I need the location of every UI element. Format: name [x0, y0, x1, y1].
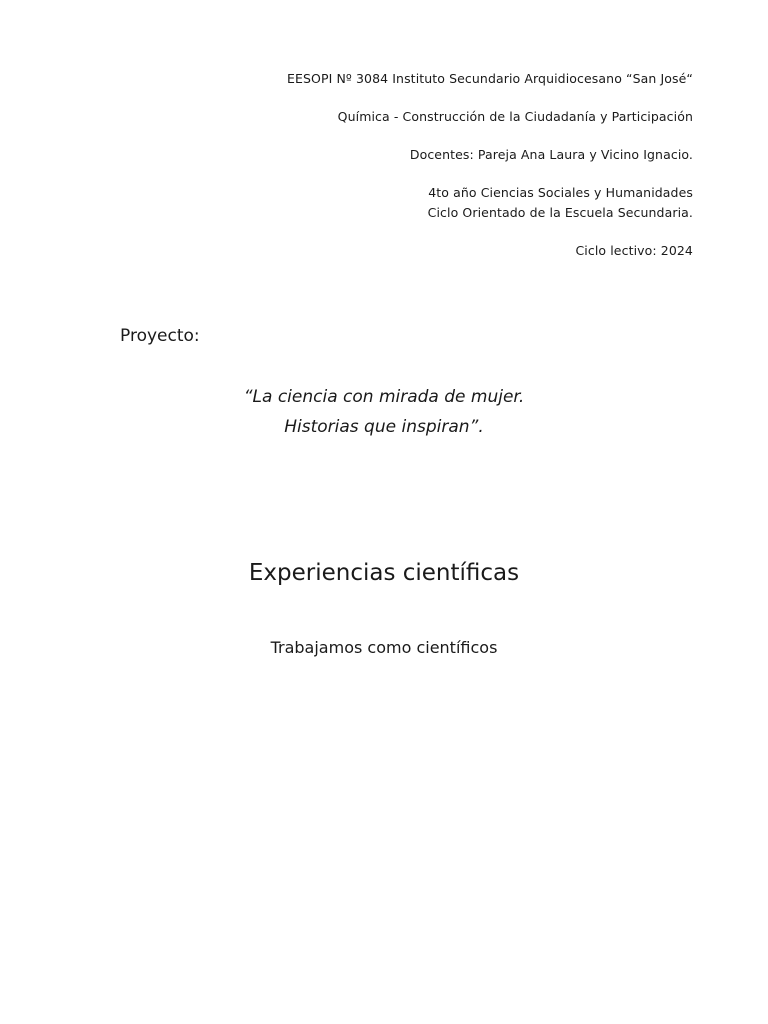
page-title: Experiencias científicas [248, 560, 520, 586]
project-label: Proyecto: [120, 326, 200, 346]
school-name: EESOPI Nº 3084 Instituto Secundario Arquidiocesano “San José“ [287, 71, 693, 86]
teachers-line: Docentes: Pareja Ana Laura y Vicino Ignacio. [409, 147, 693, 162]
quote-line-1: “La ciencia con mirada de mujer. [243, 387, 525, 407]
quote-line-2: Historias que inspiran”. [284, 417, 484, 437]
project-quote [0, 382, 768, 442]
subjects-line: Química - Construcción de la Ciudadanía y Participación [337, 109, 693, 124]
school-year-line: Ciclo lectivo: 2024 [575, 243, 693, 258]
page-subtitle: Trabajamos como científicos [270, 638, 498, 657]
cycle-line: Ciclo Orientado de la Escuela Secundaria. [427, 205, 693, 220]
year-line: 4to año Ciencias Sociales y Humanidades [428, 185, 693, 200]
document-header [287, 69, 693, 279]
